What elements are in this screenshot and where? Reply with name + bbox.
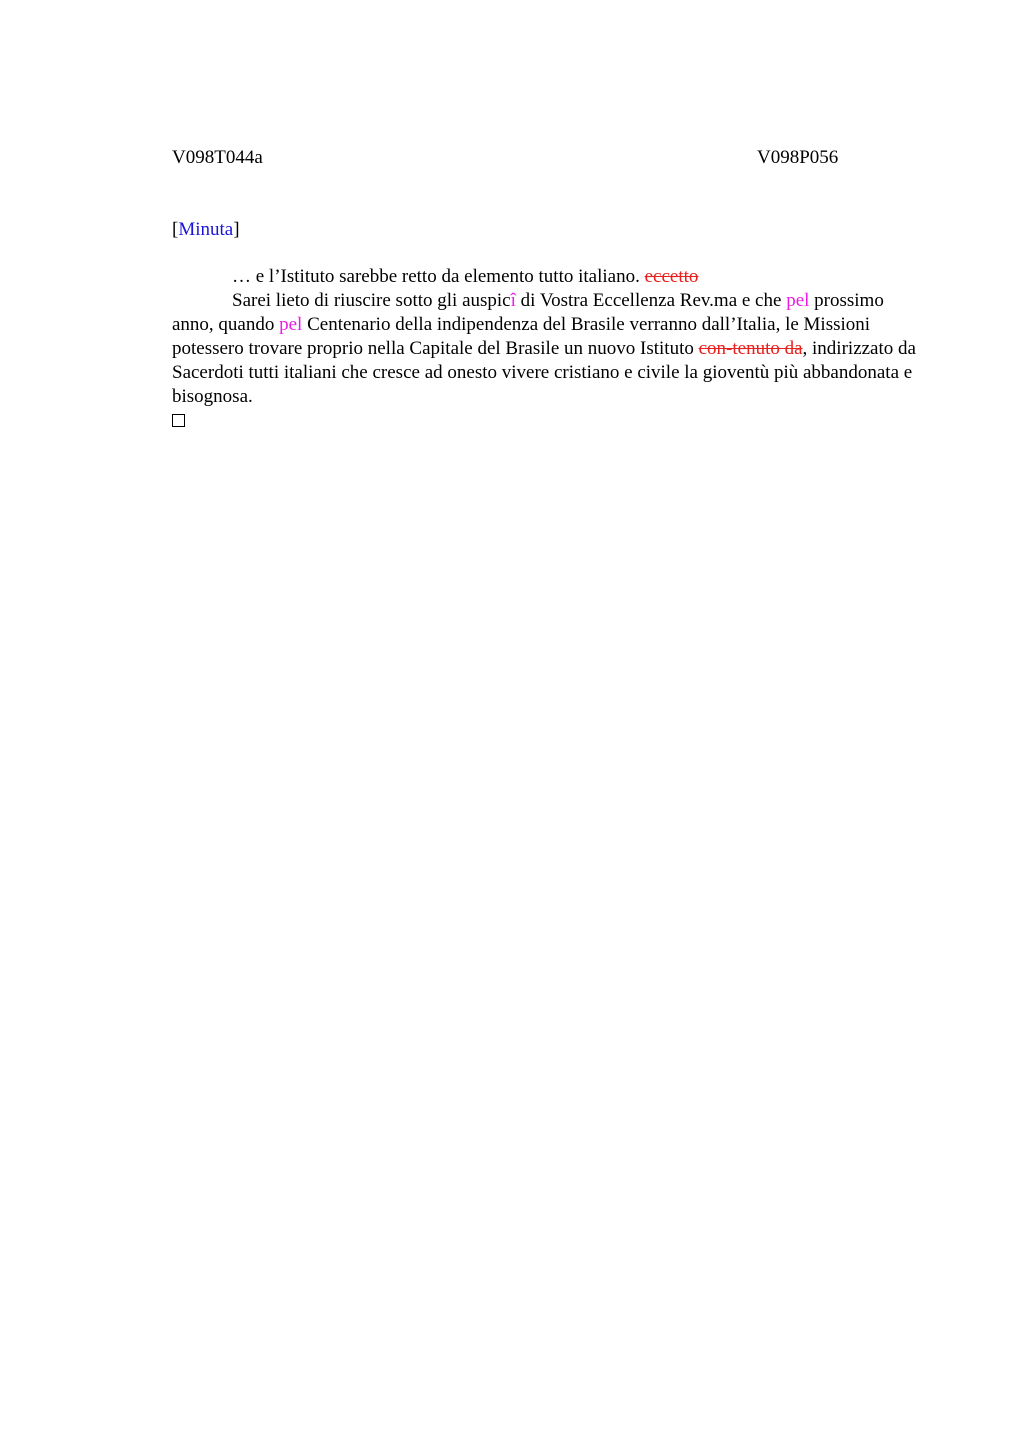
paragraph-2 — [172, 289, 917, 409]
deleted-text: eccetto — [644, 266, 699, 287]
deleted-text: con-tenuto da — [698, 338, 803, 359]
paragraph-2-text: prossimo anno, quando — [172, 290, 884, 335]
document-code: V098T044a — [172, 147, 263, 168]
edited-mark: î — [510, 290, 516, 311]
paragraph-2-text: , indirizzato da Sacerdoti tutti italiani che cresce ad onesto vivere cristiano e civile la gioventù più abbandonata e bisognosa. — [172, 338, 916, 407]
paragraph-2-text: Centenario della indipendenza del Brasile verranno dall’Italia, le Missioni potessero trovare proprio nella Capitale del Brasile un nuovo Istituto — [172, 314, 871, 359]
paragraph-1-text: … e l’Istituto sarebbe retto da elemento tutto italiano. — [232, 266, 645, 287]
paragraph-2-text: Sarei lieto di riuscire sotto gli auspic — [232, 290, 511, 311]
end-marker-box — [172, 414, 185, 427]
document-type — [172, 218, 240, 242]
page-code: V098P056 — [757, 147, 839, 168]
edited-mark: pel — [279, 314, 303, 335]
close-bracket: ] — [233, 219, 240, 240]
edited-mark: pel — [786, 290, 810, 311]
paragraph-1 — [172, 265, 917, 289]
paragraph-2-text: di Vostra Eccellenza Rev.ma e che — [515, 290, 787, 311]
document-body — [172, 265, 917, 427]
document-type-label: Minuta — [178, 219, 234, 240]
open-bracket: [ — [172, 219, 179, 240]
